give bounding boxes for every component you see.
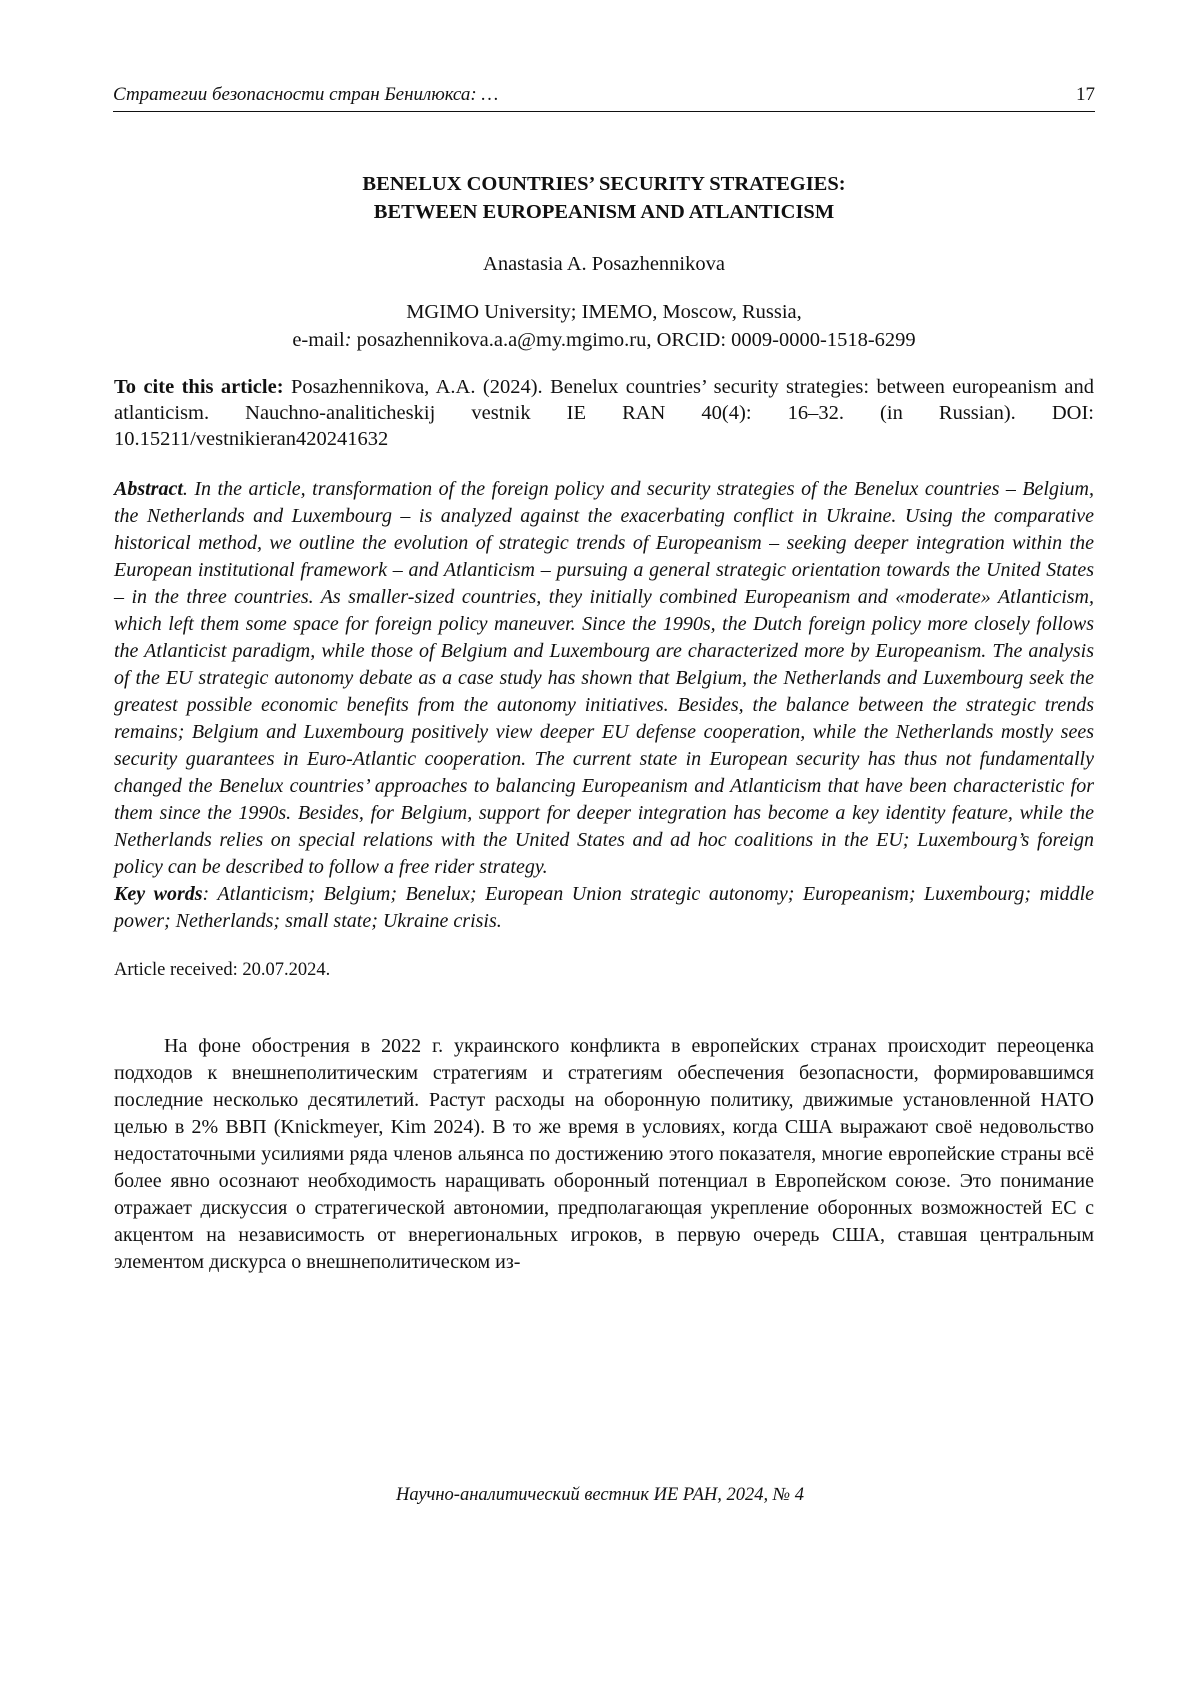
email-orcid: posazhennikova.a.a@my.mgimo.ru, ORCID: 0009-0000-1518-6299 (351, 329, 916, 351)
received-date: Article received: 20.07.2024. (114, 960, 331, 980)
journal-footer: Научно-аналитический вестник ИЕ РАН, 2024, № 4 (395, 1485, 805, 1505)
body-paragraph: На фоне обострения в 2022 г. украинского конфликта в европейских странах происходит переоценка подходов к внешнеполитическим стратегиям и стратегиям обеспечения безопасности, формировавшимся последние несколько десятилетий. Растут расходы на оборонную политику, движимые установленной НАТО целью в 2% ВВП (Knickmeyer, Kim 2024). В то же время в условиях, когда США выражают своё недовольство недостаточными усилиями ряда членов альянса по достижению этого показателя, многие европейские страны всё более явно осознают необходимость наращивать оборонный потенциал в Европейском союзе. Это понимание отражает дискуссия о стратегической автономии, предполагающая укрепление оборонных возможностей ЕС с акцентом на независимость от внерегиональных игроков, в первую очередь США, ставшая центральным элементом дискурса о внешнеполитическом из- (114, 1035, 1094, 1273)
keywords-text: : Atlanticism; Belgium; Benelux; European Union strategic autonomy; Europeanism; Luxembourg; middle power; Netherlands; small state; Ukraine crisis. (114, 883, 1095, 932)
affiliation-block (114, 298, 1094, 354)
title-line-2: BETWEEN EUROPEANISM AND ATLANTICISM (373, 201, 835, 223)
article-title (114, 170, 1094, 226)
running-header (113, 84, 1095, 112)
email-colon: : (344, 329, 352, 351)
article-content (114, 170, 1094, 1296)
abstract-block (114, 476, 1094, 881)
cite-label: To cite this article: (114, 376, 284, 398)
affiliation: MGIMO University; IMEMO, Moscow, Russia, (406, 301, 802, 323)
abstract-text: . In the article, transformation of the foreign policy and security strategies of the Benelux countries – Belgium, the Netherlands and Luxembourg – is analyzed against the exacerbating conflict in Ukraine. Using the comparative historical method, we outline the evolution of strategic trends of Europeanism – seeking deeper integration within the European institutional framework – and Atlanticism – pursuing a general strategic orientation towards the United States – in the three countries. As smaller-sized countries, they initially combined Europeanism and «moderate» Atlanticism, which left them some space for foreign policy maneuver. Since the 1990s, the Dutch foreign policy more closely follows the Atlanticist paradigm, while those of Belgium and Luxembourg are characterized more by Europeanism. The analysis of the EU strategic autonomy debate as a case study has shown that Belgium, the Netherlands and Luxembourg seek the greatest possible economic benefits from the autonomy initiatives. Besides, the balance between the strategic trends remains; Belgium and Luxembourg positively view deeper EU defense cooperation, while the Netherlands mostly sees security guarantees in Euro-Atlantic cooperation. The current state in European security has thus not fundamentally changed the Benelux countries’ approaches to balancing Europeanism and Atlanticism that have been characteristic for them since the 1990s. Besides, for Belgium, support for deeper integration has become a key identity feature, while the Netherlands relies on special relations with the United States and ad hoc coalitions in the EU; Luxembourg’s foreign policy can be described to follow a free rider strategy. (114, 478, 1094, 878)
running-title: Стратегии безопасности стран Бенилюкса: … (113, 84, 499, 105)
citation-block (114, 374, 1094, 452)
page-number: 17 (1076, 84, 1095, 105)
keywords-label: Key words (114, 883, 203, 905)
cite-text: Posazhennikova, A.A. (2024). Benelux countries’ security strategies: between europeanism and atlanticism. Nauchno-analiticheskij vestnik IE RAN 40(4): 16–32. (in Russian). DOI: 10.15211/vestnikieran420241632 (114, 376, 1094, 450)
email-label: e-mail (292, 329, 345, 351)
author-name: Anastasia A. Posazhennikova (483, 253, 725, 275)
title-line-1: BENELUX COUNTRIES’ SECURITY STRATEGIES: (362, 173, 846, 195)
keywords-block (114, 881, 1094, 935)
abstract-label: Abstract (114, 478, 183, 500)
